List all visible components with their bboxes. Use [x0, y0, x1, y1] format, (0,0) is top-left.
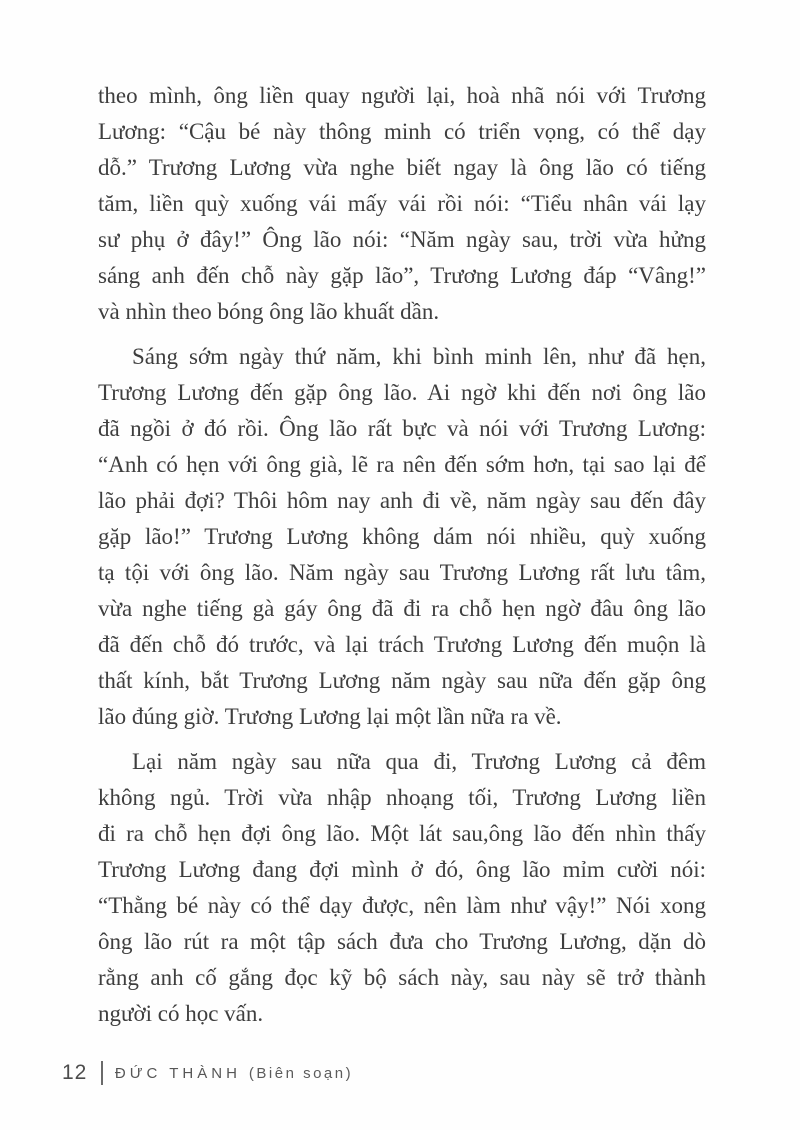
paragraph [98, 339, 706, 735]
text-line: sư phụ ở đây!” Ông lão nói: “Năm ngày sau, trời vừa hửng [98, 227, 706, 252]
text-line: thất kính, bắt Trương Lương năm ngày sau nữa đến gặp ông [98, 668, 706, 693]
text-line: Trương Lương đến gặp ông lão. Ai ngờ khi đến nơi ông lão [98, 380, 706, 405]
paragraph [98, 78, 706, 330]
text-line: “Thằng bé này có thể dạy được, nên làm như vậy!” Nói xong [98, 893, 706, 918]
text-line: theo mình, ông liền quay người lại, hoà nhã nói với Trương [98, 83, 706, 108]
text-line: Lương: “Cậu bé này thông minh có triển vọng, có thể dạy [98, 119, 706, 144]
text-line: rằng anh cố gắng đọc kỹ bộ sách này, sau này sẽ trở thành [98, 965, 706, 990]
footer-divider [101, 1061, 103, 1085]
text-line: ông lão rút ra một tập sách đưa cho Trương Lương, dặn dò [98, 929, 706, 954]
page-number: 12 [62, 1061, 88, 1084]
page-footer [62, 1058, 353, 1088]
text-line: Sáng sớm ngày thứ năm, khi bình minh lên, như đã hẹn, [132, 344, 706, 369]
text-line: và nhìn theo bóng ông lão khuất dần. [98, 299, 440, 324]
paragraph [98, 744, 706, 1032]
footer-role: (Biên soạn) [248, 1064, 354, 1082]
text-line: lão đúng giờ. Trương Lương lại một lần nữa ra về. [98, 704, 562, 729]
text-line: đi ra chỗ hẹn đợi ông lão. Một lát sau,ông lão đến nhìn thấy [98, 821, 706, 846]
text-line: gặp lão!” Trương Lương không dám nói nhiều, quỳ xuống [98, 524, 706, 549]
text-line: đã đến chỗ đó trước, và lại trách Trương Lương đến muộn là [98, 632, 706, 657]
text-line: đã ngồi ở đó rồi. Ông lão rất bực và nói với Trương Lương: [98, 416, 706, 441]
text-line: tạ tội với ông lão. Năm ngày sau Trương Lương rất lưu tâm, [98, 560, 706, 585]
text-line: tăm, liền quỳ xuống vái mấy vái rồi nói: “Tiểu nhân vái lạy [98, 191, 706, 216]
body-text [98, 78, 706, 1041]
text-line: Trương Lương đang đợi mình ở đó, ông lão mỉm cười nói: [98, 857, 706, 882]
footer-author: ĐỨC THÀNH [114, 1064, 241, 1082]
text-line: không ngủ. Trời vừa nhập nhoạng tối, Trương Lương liền [98, 785, 706, 810]
text-line: Lại năm ngày sau nữa qua đi, Trương Lương cả đêm [132, 749, 706, 774]
text-line: vừa nghe tiếng gà gáy ông đã đi ra chỗ hẹn ngờ đâu ông lão [98, 596, 706, 621]
text-line: sáng anh đến chỗ này gặp lão”, Trương Lương đáp “Vâng!” [98, 263, 706, 288]
text-line: người có học vấn. [98, 1001, 264, 1026]
text-line: lão phải đợi? Thôi hôm nay anh đi về, năm ngày sau đến đây [98, 488, 706, 513]
text-line: “Anh có hẹn với ông già, lẽ ra nên đến sớm hơn, tại sao lại để [98, 452, 706, 477]
text-line: dỗ.” Trương Lương vừa nghe biết ngay là ông lão có tiếng [98, 155, 706, 180]
